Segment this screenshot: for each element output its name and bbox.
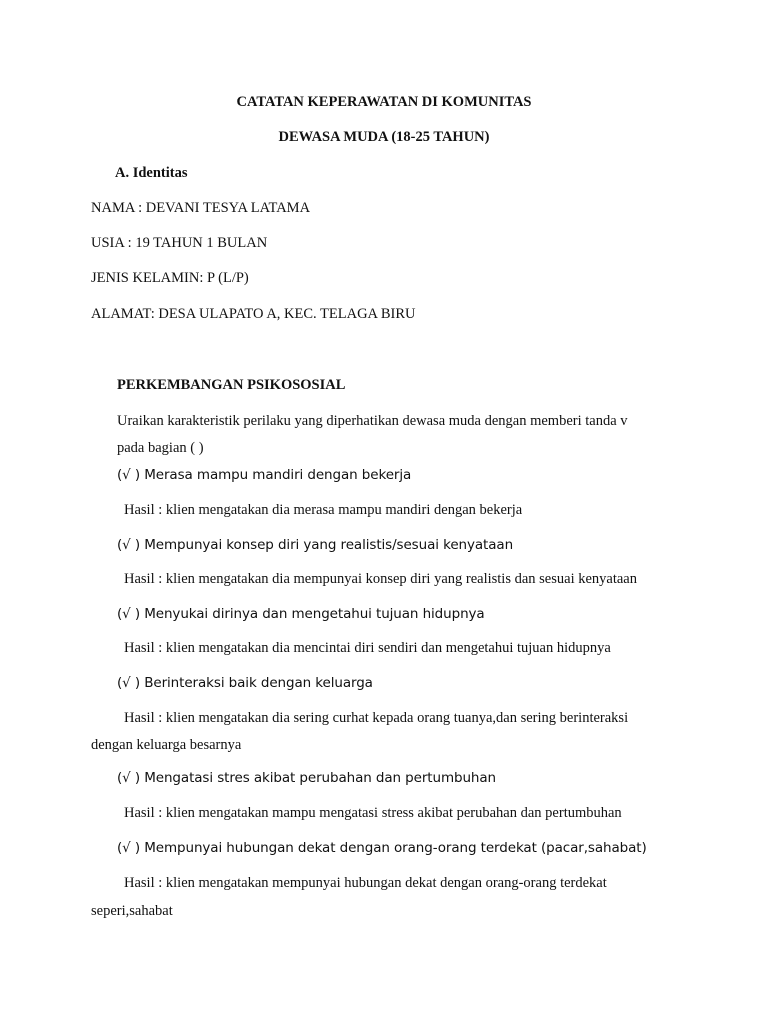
result-item-4-cont: dengan keluarga besarnya <box>91 737 242 753</box>
result-item-6: Hasil : klien mengatakan mempunyai hubungan dekat dengan orang-orang terdekat <box>124 875 607 891</box>
identity-alamat: ALAMAT: DESA ULAPATO A, KEC. TELAGA BIRU <box>91 306 416 322</box>
result-item-5: Hasil : klien mengatakan mampu mengatasi stress akibat perubahan dan pertumbuhan <box>124 805 622 821</box>
check-item-2: (√ ) Mempunyai konsep diri yang realistis/sesuai kenyataan <box>117 537 514 553</box>
result-item-2: Hasil : klien mengatakan dia mempunyai konsep diri yang realistis dan sesuai kenyataan <box>124 571 637 587</box>
check-item-5: (√ ) Mengatasi stres akibat perubahan dan pertumbuhan <box>117 770 497 786</box>
identity-nama: NAMA : DEVANI TESYA LATAMA <box>91 200 311 216</box>
result-item-3: Hasil : klien mengatakan dia mencintai diri sendiri dan mengetahui tujuan hidupnya <box>124 640 611 656</box>
instruction-text-cont: pada bagian ( ) <box>117 440 204 456</box>
check-item-6: (√ ) Mempunyai hubungan dekat dengan orang-orang terdekat (pacar,sahabat) <box>117 840 647 856</box>
psychosocial-heading: PERKEMBANGAN PSIKOSOSIAL <box>117 377 346 393</box>
result-item-6-cont: seperi,sahabat <box>91 903 173 919</box>
identity-usia: USIA : 19 TAHUN 1 BULAN <box>91 235 268 251</box>
check-item-1: (√ ) Merasa mampu mandiri dengan bekerja <box>117 467 412 483</box>
result-item-1: Hasil : klien mengatakan dia merasa mampu mandiri dengan bekerja <box>124 502 523 518</box>
identity-heading: A. Identitas <box>115 165 188 181</box>
check-item-3: (√ ) Menyukai dirinya dan mengetahui tujuan hidupnya <box>117 606 485 622</box>
document-subtitle: DEWASA MUDA (18-25 TAHUN) <box>278 129 490 145</box>
identity-jenis-kelamin: JENIS KELAMIN: P (L/P) <box>91 270 249 286</box>
instruction-text: Uraikan karakteristik perilaku yang diperhatikan dewasa muda dengan memberi tanda v <box>117 413 628 429</box>
check-item-4: (√ ) Berinteraksi baik dengan keluarga <box>117 675 373 691</box>
result-item-4: Hasil : klien mengatakan dia sering curhat kepada orang tuanya,dan sering berinteraksi <box>124 710 629 726</box>
document-title: CATATAN KEPERAWATAN DI KOMUNITAS <box>236 94 532 110</box>
